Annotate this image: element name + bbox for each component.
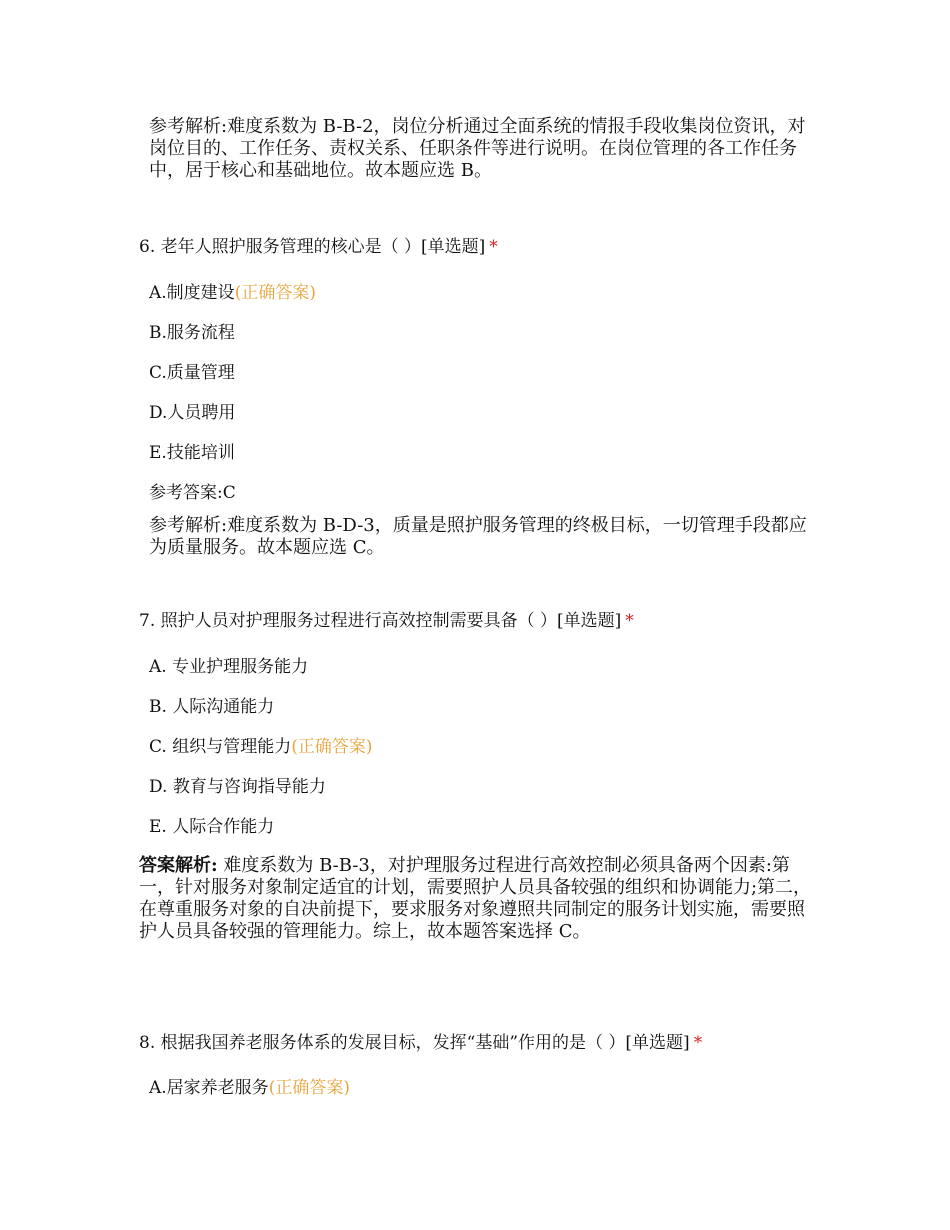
required-mark: *: [693, 1033, 703, 1053]
required-mark: *: [625, 611, 634, 631]
option-d: D.人员聘用: [149, 403, 236, 423]
analysis-label: 答案解析:: [139, 855, 218, 876]
option-e: E.技能培训: [149, 443, 235, 463]
option-e: E. 人际合作能力: [149, 817, 275, 837]
option-c: C.质量管理: [149, 363, 235, 383]
question-text: 7. 照护人员对护理服务过程进行高效控制需要具备（ ）[单选题]: [139, 611, 622, 631]
option-c: C. 组织与管理能力(正确答案): [149, 737, 373, 757]
required-mark: *: [489, 237, 498, 257]
answer-analysis: [139, 855, 814, 943]
option-d: D. 教育与咨询指导能力: [149, 777, 326, 797]
analysis-text: 参考解析:难度系数为 B-B-2，岗位分析通过全面系统的情报手段收集岗位资讯，对岗位目的、工作任务、责权关系、任职条件等进行说明。在岗位管理的各工作任务中，居于核心和基础地位。故本题应选 B。: [149, 116, 806, 181]
correct-answer-tag: (正确答案): [268, 1078, 350, 1098]
question-7-title: [139, 610, 634, 632]
analysis-text: 难度系数为 B-B-3，对护理服务过程进行高效控制必须具备两个因素:第一，针对服务对象制定适宜的计划，需要照护人员具备较强的组织和协调能力;第二，在尊重服务对象的自决前提下，要求服务对象遵照共同制定的服务计划实施，需要照护人员具备较强的管理能力。综上，故本题答案选择 C。: [139, 855, 812, 942]
option-b: B.服务流程: [149, 323, 235, 343]
option-a: A.制度建设(正确答案): [149, 283, 316, 303]
correct-answer-tag: (正确答案): [234, 283, 316, 303]
question-6-title: [139, 236, 498, 258]
analysis-text: 参考解析:难度系数为 B-D-3，质量是照护服务管理的终极目标，一切管理手段都应为质量服务。故本题应选 C。: [149, 515, 807, 558]
question-text: 6. 老年人照护服务管理的核心是（ ）[单选题]: [139, 237, 486, 257]
option-a: A.居家养老服务(正确答案): [149, 1078, 350, 1098]
option-a: A. 专业护理服务能力: [149, 657, 309, 677]
question-8-title: [139, 1032, 702, 1054]
question-text: 8. 根据我国养老服务体系的发展目标，发挥“基础”作用的是（ ）[单选题]: [139, 1033, 690, 1053]
correct-answer-tag: (正确答案): [291, 737, 373, 757]
option-b: B. 人际沟通能力: [149, 697, 275, 717]
reference-answer: 参考答案:C: [149, 483, 236, 503]
